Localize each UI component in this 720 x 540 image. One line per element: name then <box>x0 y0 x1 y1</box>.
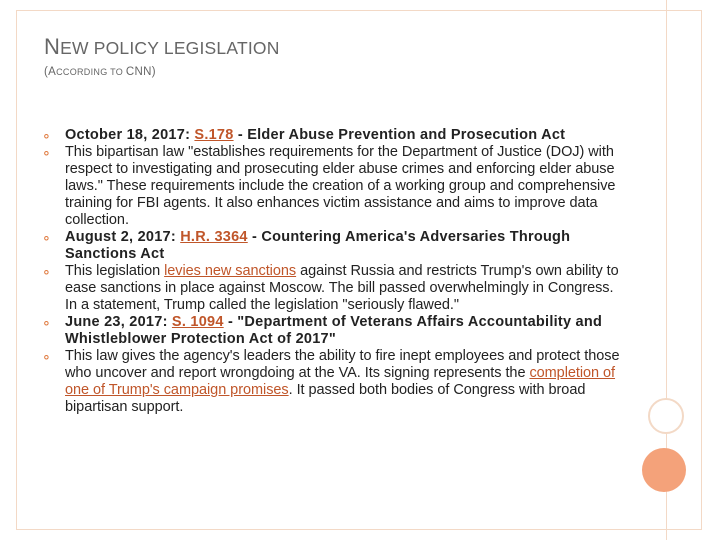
slide-title <box>44 34 280 60</box>
bullet-icon: ⚬ <box>41 129 53 144</box>
item-suffix: - "Department of Veterans Affairs Accountability and Whistleblower Protection Act of 2017" <box>65 314 603 347</box>
subtitle-end: CNN) <box>125 66 156 78</box>
legislation-list <box>40 127 620 416</box>
slide-subtitle <box>44 66 156 78</box>
item-prefix: This law gives the agency's leaders the ability to fire inept employees and protect those who uncover and report wrongdoing at the VA. Its signing represents the <box>65 348 620 381</box>
subtitle-mid: CCORDING TO <box>56 67 126 77</box>
link-s1094[interactable]: S. 1094 <box>171 314 224 330</box>
item-suffix: - Elder Abuse Prevention and Prosecution Act <box>233 127 566 143</box>
decorative-circle-filled <box>642 448 686 492</box>
list-item-s1094-heading <box>40 314 620 348</box>
item-prefix: August 2, 2017: <box>65 229 181 245</box>
item-prefix: This legislation <box>65 263 165 279</box>
list-item-hr3364-heading <box>40 229 620 263</box>
link-s178[interactable]: S.178 <box>194 127 234 143</box>
title-initial: N <box>44 34 61 59</box>
link-levies-new-sanctions[interactable]: levies new sanctions <box>164 263 297 279</box>
link-hr3364[interactable]: H.R. 3364 <box>180 229 248 245</box>
decorative-circle-outline <box>648 398 684 434</box>
bullet-icon: ⚬ <box>41 316 53 331</box>
item-text: This bipartisan law "establishes requirements for the Department of Justice (DOJ) with respect to investigating and prosecuting elder abuse crimes and enforcing elder abuse laws." These requirements include the creation of a working group and comprehensive training for FBI agents. It also enhances victim assistance and aims to improve data collection. <box>65 144 616 228</box>
bullet-icon: ⚬ <box>41 231 53 246</box>
item-prefix: June 23, 2017: <box>65 314 172 330</box>
bullet-icon: ⚬ <box>41 265 52 280</box>
list-item-s178-heading <box>40 127 620 144</box>
subtitle-open: (A <box>44 66 57 78</box>
list-item-s1094-description <box>40 348 620 416</box>
item-suffix: - Countering America's Adversaries Through Sanctions Act <box>65 229 571 262</box>
list-item-hr3364-description <box>40 263 620 314</box>
bullet-icon: ⚬ <box>41 146 52 161</box>
item-suffix: . It passed both bodies of Congress with broad bipartisan support. <box>65 382 586 415</box>
link-campaign-promises[interactable]: completion of one of Trump's campaign promises <box>65 365 616 398</box>
bullet-icon: ⚬ <box>41 350 52 365</box>
item-prefix: October 18, 2017: <box>65 127 195 143</box>
list-item-s178-description <box>40 144 620 229</box>
item-suffix: against Russia and restricts Trump's own ability to ease sanctions in place against Moscow. The bill passed overwhelmingly in Congress. In a statement, Trump called the legislation "seriously flawed." <box>65 263 619 313</box>
title-rest: EW POLICY LEGISLATION <box>60 38 280 58</box>
